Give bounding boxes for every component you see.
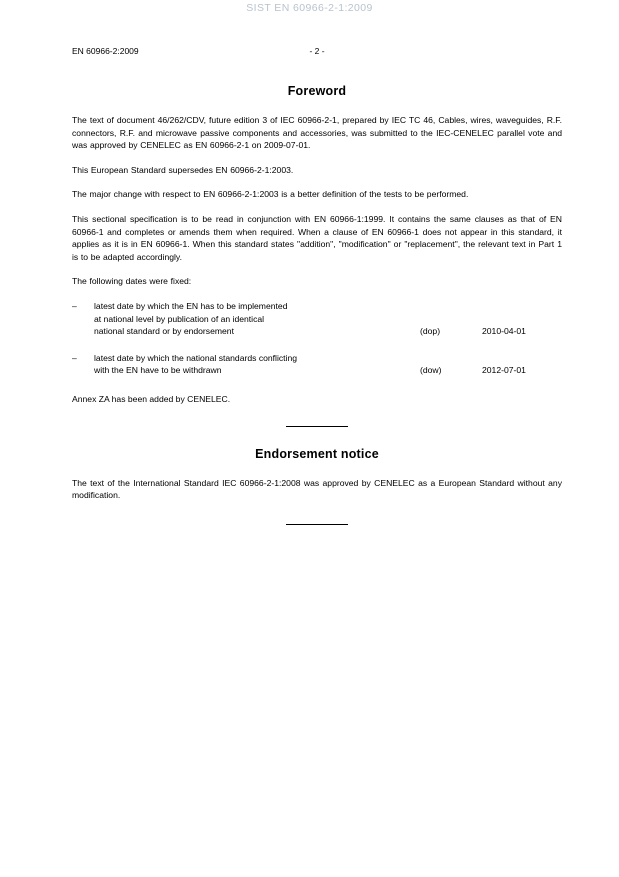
date-entry-dop	[72, 300, 562, 338]
date-entry-value: 2012-07-01	[482, 365, 526, 376]
endorsement-text: The text of the International Standard IEC 60966-2-1:2008 was approved by CENELEC as a European Standard without any modification.	[72, 477, 562, 501]
date-entry-line-3: national standard or by endorsement	[94, 326, 234, 337]
foreword-dates-intro: The following dates were fixed:	[72, 276, 192, 287]
header-page-number: - 2 -	[309, 46, 325, 56]
date-entry-line-1: latest date by which the EN has to be implemented	[94, 300, 288, 311]
date-entry-code: (dop)	[420, 326, 441, 337]
foreword-paragraph-2: This European Standard supersedes EN 60966-2-1:2003.	[72, 164, 294, 175]
foreword-paragraph-4: This sectional specification is to be read in conjunction with EN 60966-1:1999. It contains the same clauses as that of EN 60966-1 and completes or amends them when required. When a clause of EN 60966-1 does not appear in this standard, it applies as it is in EN 60966-1. When this standard states "addition", "modification" or "replacement", the relevant text in Part 1 is to be adapted accordingly.	[72, 213, 562, 262]
section-divider-bottom	[286, 524, 348, 525]
header-standard-ref: EN 60966-2:2009	[72, 46, 139, 56]
page-content	[72, 84, 562, 525]
foreword-paragraph-1: The text of document 46/262/CDV, future edition 3 of IEC 60966-2-1, prepared by IEC TC 46, Cables, wires, waveguides, R.F. connectors, R.F. and microwave passive components and accessories, was submitted to the IEC-CENELEC parallel vote and was approved by CENELEC as EN 60966-2-1 on 2009-07-01.	[72, 115, 562, 151]
watermark-text: SIST EN 60966-2-1:2009	[246, 2, 373, 14]
list-dash: –	[72, 300, 77, 311]
date-entry-value: 2010-04-01	[482, 326, 526, 337]
foreword-paragraph-3: The major change with respect to EN 60966-2-1:2003 is a better definition of the tests to be performed.	[72, 189, 469, 200]
annex-note: Annex ZA has been added by CENELEC.	[72, 393, 231, 404]
foreword-title: Foreword	[287, 84, 347, 98]
date-entry-line-2: with the EN have to be withdrawn	[94, 365, 222, 376]
date-entry-code: (dow)	[420, 365, 442, 376]
date-entry-line-1: latest date by which the national standards conflicting	[94, 352, 298, 363]
date-entry-line-2: at national level by publication of an identical	[94, 313, 265, 324]
endorsement-title: Endorsement notice	[255, 446, 379, 461]
list-dash: –	[72, 352, 77, 363]
date-entry-dow	[72, 352, 562, 377]
section-divider	[286, 426, 348, 427]
